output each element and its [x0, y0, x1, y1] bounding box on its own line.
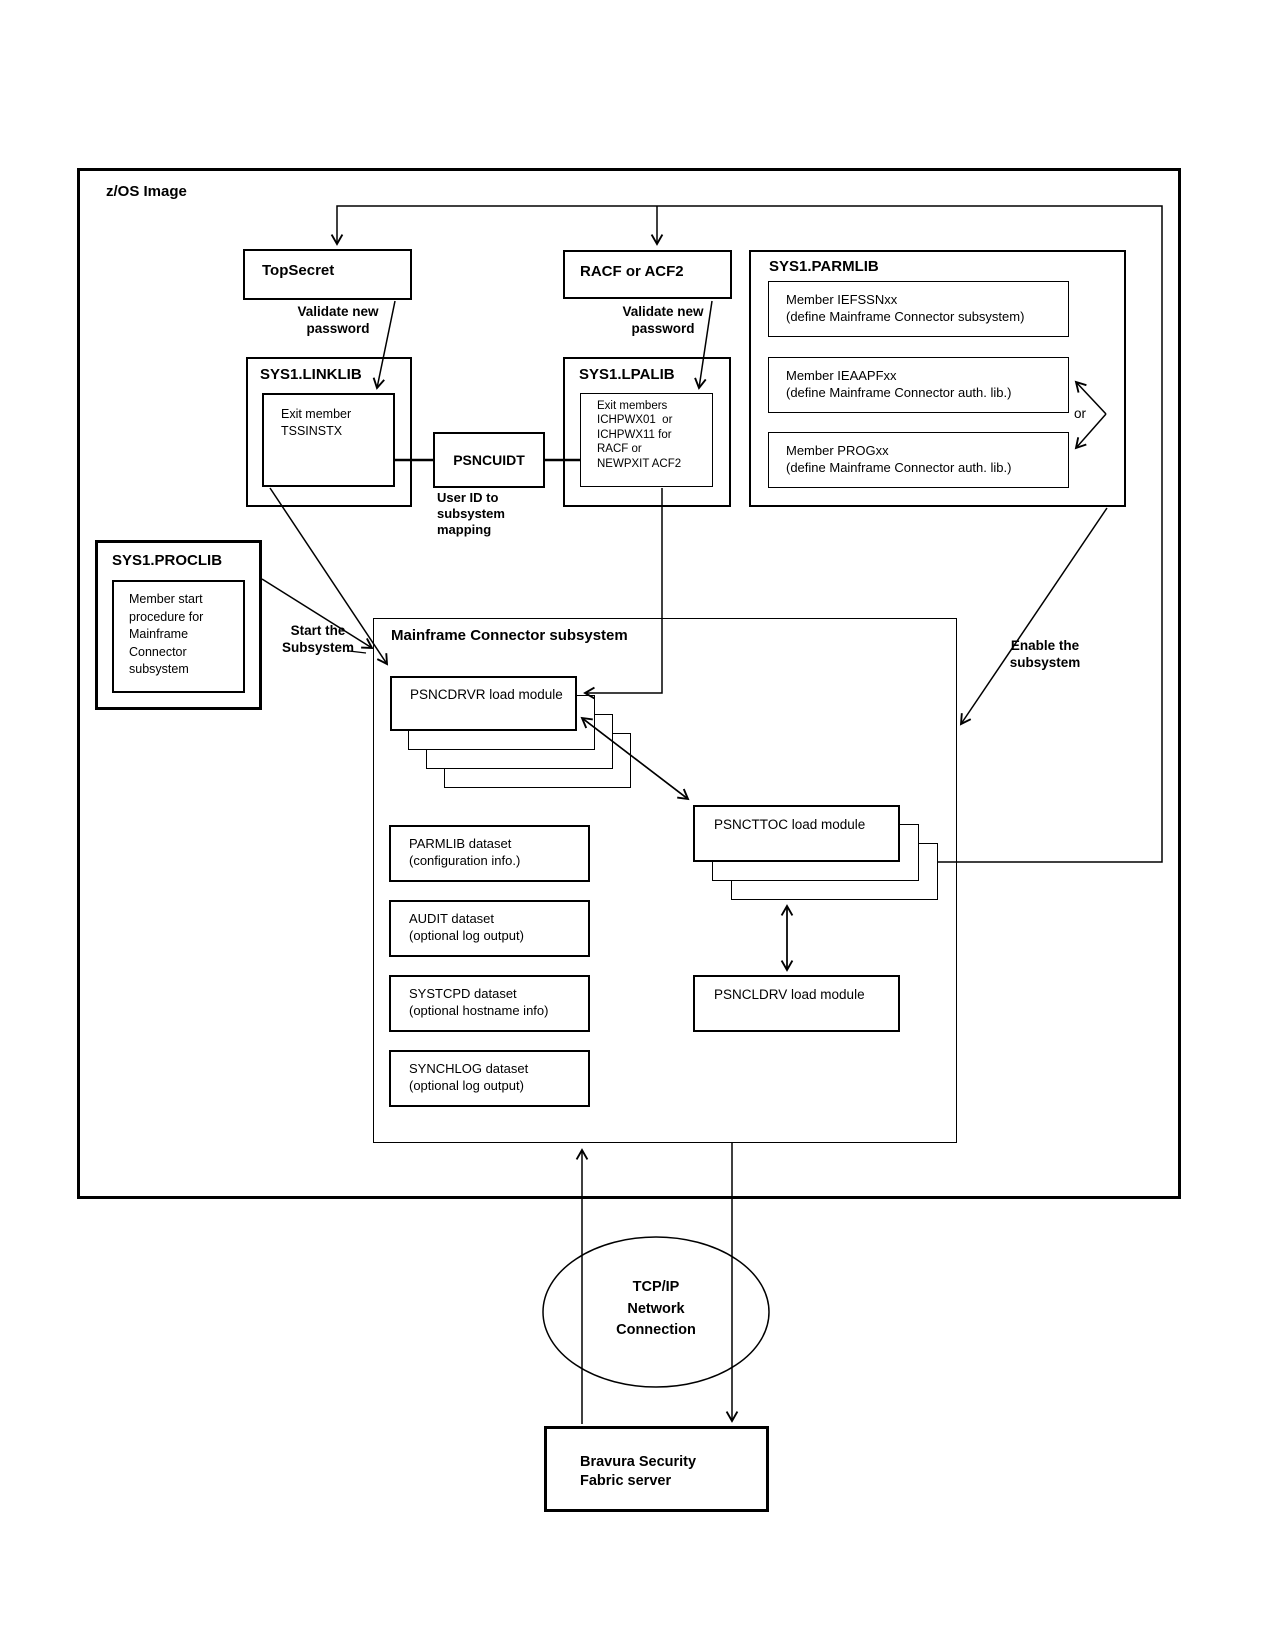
psncdrvr-box — [390, 676, 577, 731]
psncttoc-box — [693, 805, 900, 862]
bravura-server-line1: Bravura Security — [580, 1454, 697, 1470]
parmlib-dataset-box — [389, 825, 590, 882]
tssinstx-box — [262, 393, 395, 487]
racf-acf2-label: RACF or ACF2 — [580, 263, 684, 280]
bravura-server-box — [544, 1426, 769, 1512]
systcpd-dataset-line1: SYSTCPD dataset — [409, 986, 517, 1001]
lpalib-exit-line5: NEWPXIT ACF2 — [597, 457, 682, 470]
zos-image-label: z/OS Image — [106, 183, 187, 200]
psncldrv-box — [693, 975, 900, 1032]
tssinstx-line1: Exit member — [281, 407, 352, 421]
bravura-server-line2: Fabric server — [580, 1472, 672, 1489]
tssinstx-line2: TSSINSTX — [281, 424, 343, 438]
parmlib-label: SYS1.PARMLIB — [769, 258, 879, 275]
tcpip-network-label: TCP/IP Network Connection — [616, 1279, 696, 1338]
member-progxx-line1: Member PROGxx — [786, 443, 889, 458]
systcpd-dataset-box — [389, 975, 590, 1032]
audit-dataset-line1: AUDIT dataset — [409, 911, 495, 926]
psncuidt-label: PSNCUIDT — [453, 452, 525, 468]
proclib-label: SYS1.PROCLIB — [112, 552, 223, 569]
proclib-member-line1: Member start — [129, 592, 203, 606]
validate-password-label-right: Validate new password — [622, 304, 704, 336]
member-iefssnxx-box — [768, 281, 1069, 337]
parmlib-dataset-line2: (configuration info.) — [409, 852, 521, 868]
synchlog-dataset-line1: SYNCHLOG dataset — [409, 1061, 529, 1076]
psncuidt-box — [433, 432, 545, 488]
validate-password-label-left: Validate new password — [297, 304, 379, 336]
member-progxx-box — [768, 432, 1069, 488]
lpalib-exit-line3: ICHPWX11 for — [597, 428, 672, 441]
linklib-label: SYS1.LINKLIB — [260, 366, 362, 383]
proclib-member-line3: Mainframe — [129, 627, 189, 641]
subsystem-title: Mainframe Connector subsystem — [391, 627, 628, 644]
member-iefssnxx-line2: (define Mainframe Connector subsystem) — [786, 308, 1025, 324]
psncldrv-label: PSNCLDRV load module — [714, 987, 865, 1002]
synchlog-dataset-line2: (optional log output) — [409, 1077, 524, 1093]
proclib-member-box — [112, 580, 245, 693]
parmlib-dataset-line1: PARMLIB dataset — [409, 836, 512, 851]
racf-acf2-box — [563, 250, 732, 299]
lpalib-exit-box — [580, 393, 713, 487]
lpalib-exit-line4: RACF or — [597, 443, 642, 456]
audit-dataset-box — [389, 900, 590, 957]
start-subsystem-label: Start the Subsystem — [281, 623, 355, 655]
proclib-member-line4: Connector — [129, 644, 187, 659]
or-label: or — [1074, 406, 1087, 421]
lpalib-exit-line2: ICHPWX01 or — [597, 414, 673, 427]
member-iefssnxx-line1: Member IEFSSNxx — [786, 292, 898, 307]
topsecret-label: TopSecret — [262, 262, 335, 279]
psncdrvr-label: PSNCDRVR load module — [410, 687, 563, 702]
enable-subsystem-label: Enable the subsystem — [1009, 638, 1081, 670]
member-ieaapfxx-box — [768, 357, 1069, 413]
audit-dataset-line2: (optional log output) — [409, 927, 524, 943]
userid-mapping-caption: User ID to subsystem mapping — [437, 490, 505, 537]
proclib-member-line5: subsystem — [129, 662, 189, 676]
proclib-member-line2: procedure for — [129, 609, 204, 624]
member-ieaapfxx-line1: Member IEAAPFxx — [786, 368, 897, 383]
member-progxx-line2: (define Mainframe Connector auth. lib.) — [786, 459, 1012, 475]
psncttoc-label: PSNCTTOC load module — [714, 817, 866, 832]
topsecret-box — [243, 249, 412, 300]
systcpd-dataset-line2: (optional hostname info) — [409, 1002, 549, 1018]
member-ieaapfxx-line2: (define Mainframe Connector auth. lib.) — [786, 384, 1012, 400]
synchlog-dataset-box — [389, 1050, 590, 1107]
lpalib-exit-line1: Exit members — [597, 400, 668, 412]
lpalib-label: SYS1.LPALIB — [579, 366, 675, 383]
